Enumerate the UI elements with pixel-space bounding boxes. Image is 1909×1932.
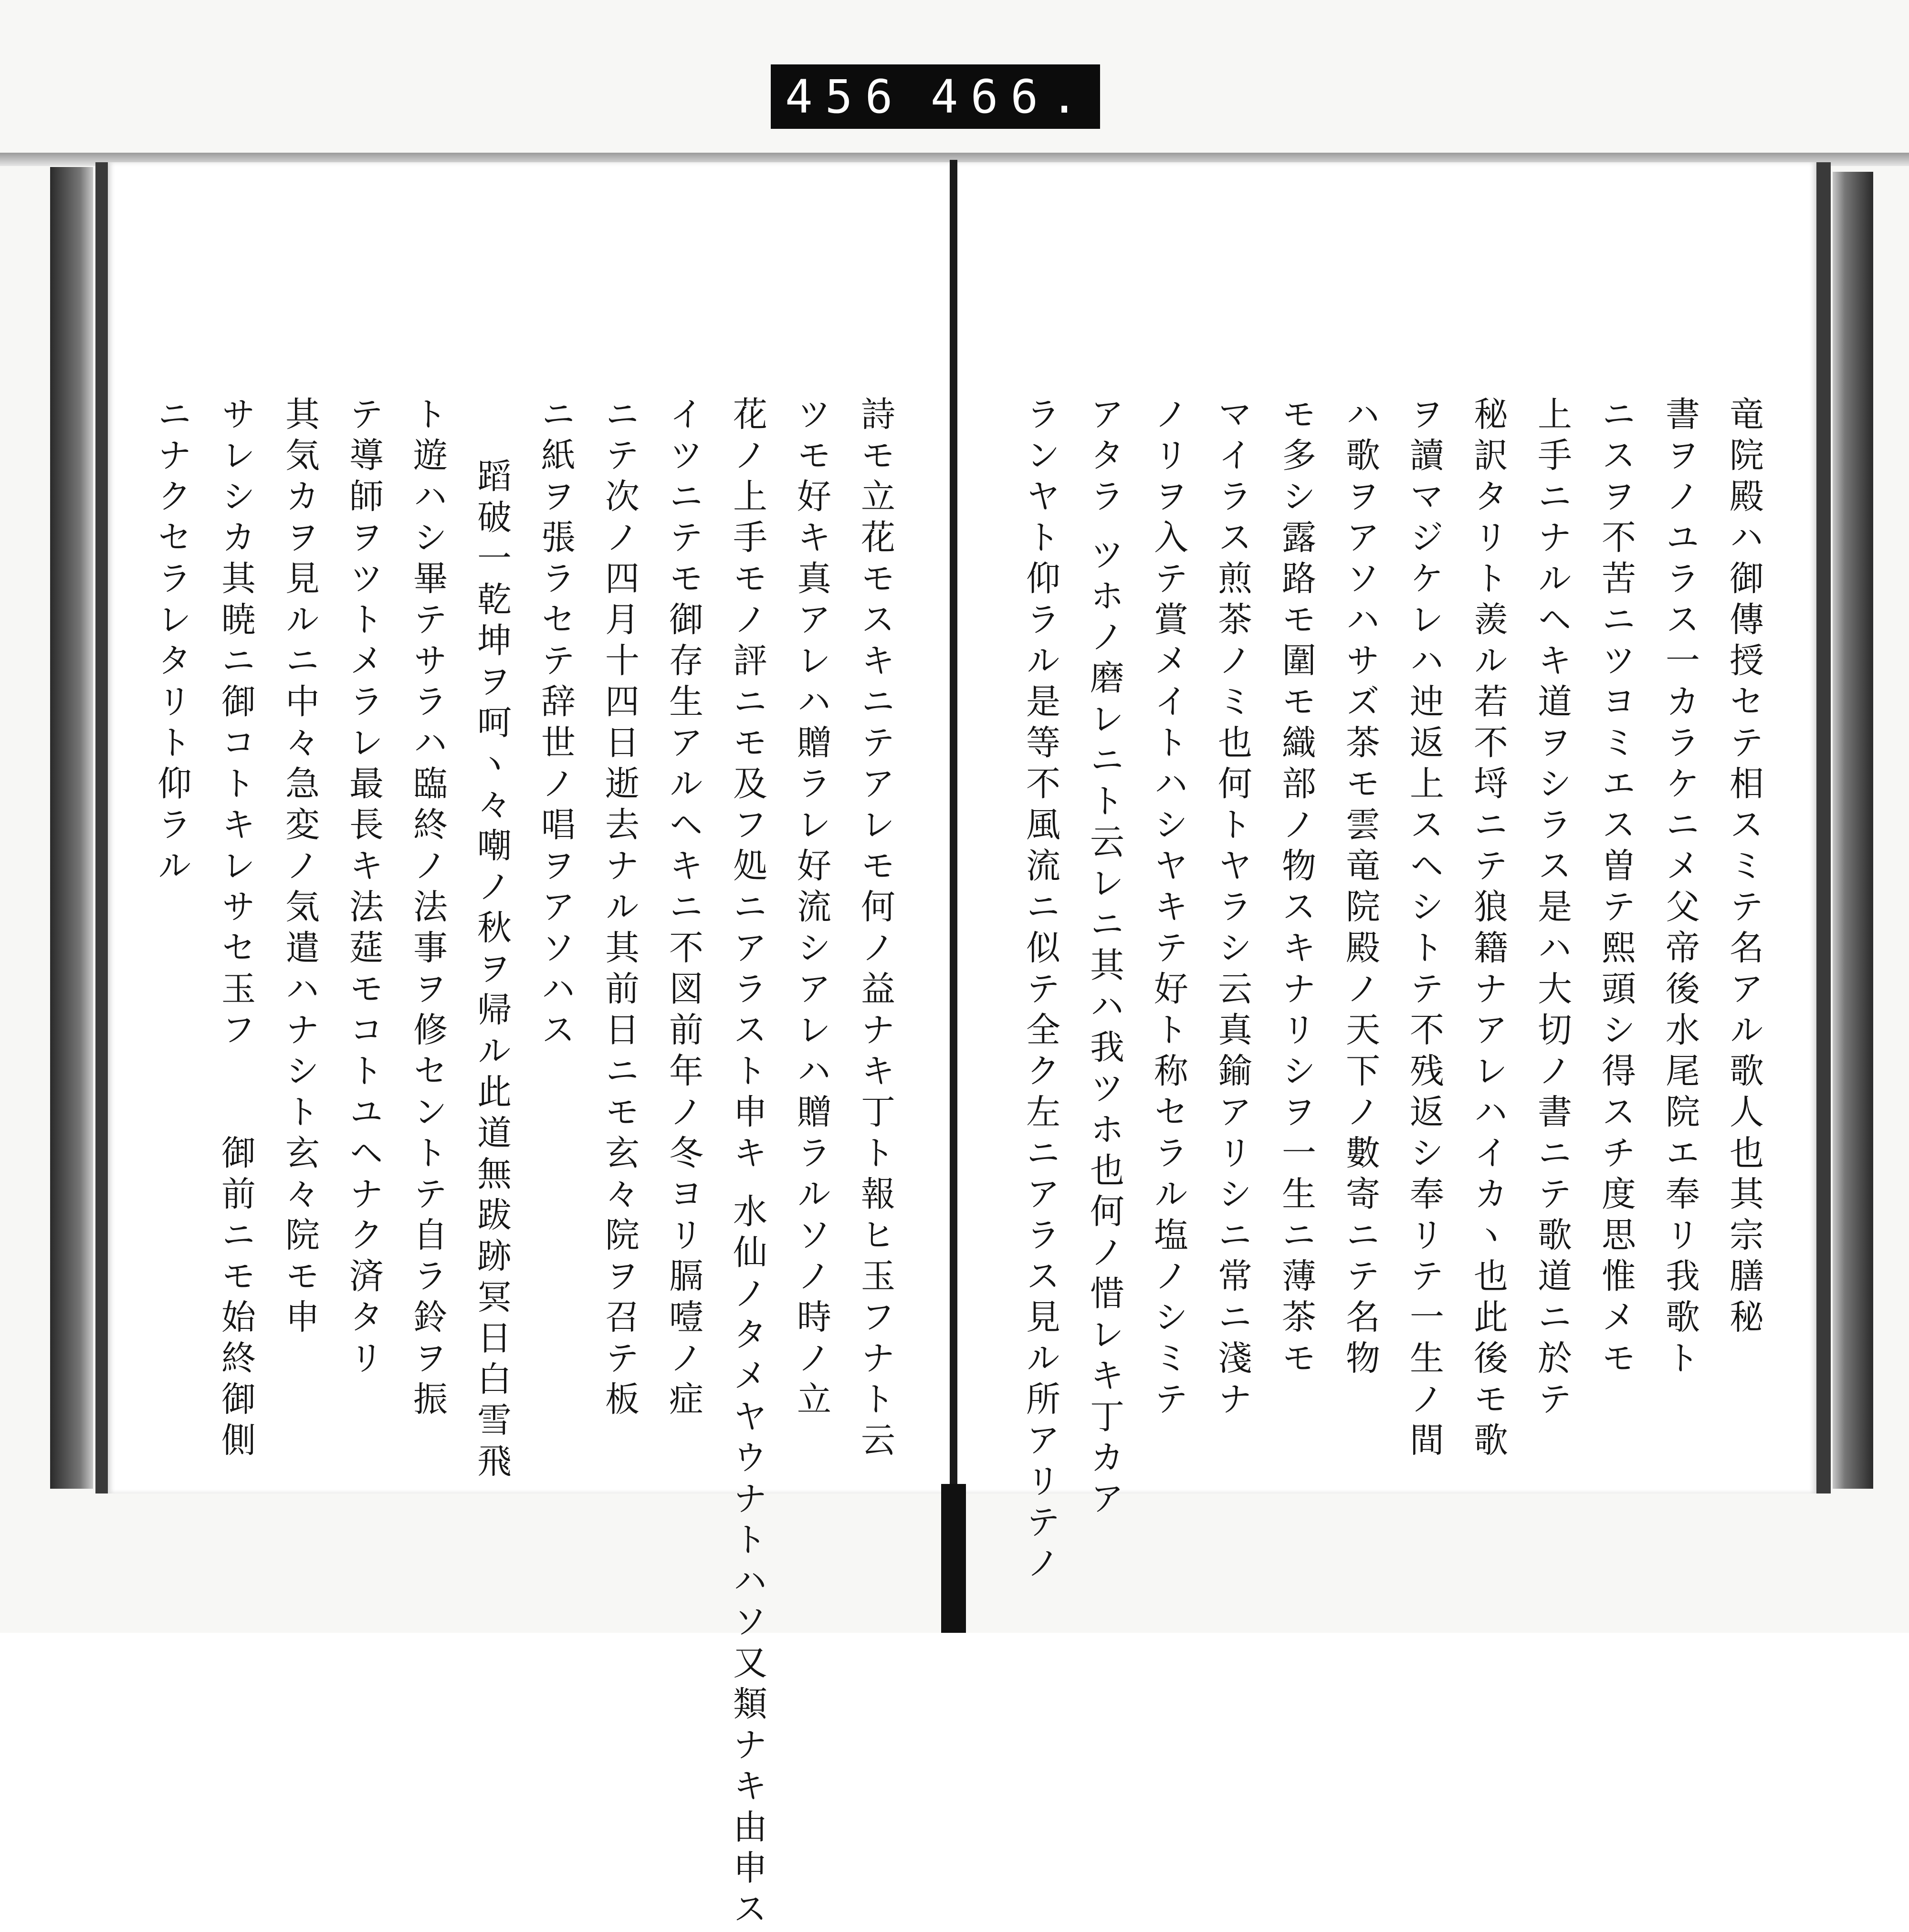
- right-frame-number: 466.: [930, 70, 1091, 124]
- text-column: ニテ次ノ四月十四日逝去ナル其前日ニモ玄々院ヲ召テ板: [599, 396, 640, 1422]
- text-column: ヲ讀マジケレハ迚返上スヘシトテ不残返シ奉リテ一生ノ間: [1404, 396, 1444, 1463]
- text-column: 書ヲノユラス一カラケニメ父帝後水尾院エ奉リ我歌ト: [1660, 396, 1700, 1381]
- poem-column: 蹈破一乾坤ヲ呵ヽ々嘲ノ秋ヲ帰ル此道無跋跡冥日白雪飛: [472, 458, 512, 1484]
- text-column: モ多シ露路モ圍モ織部ノ物スキナリシヲ一生ニ薄茶モ: [1276, 396, 1316, 1381]
- text-column: 詩モ立花モスキニテアレモ何ノ益ナキ丁ト報ヒ玉フナト云: [855, 396, 895, 1463]
- left-page-text: [138, 396, 895, 1932]
- text-column: ノリヲ入テ賞メイトハシヤキテ好ト称セラル塩ノシミテ: [1148, 396, 1188, 1422]
- text-column: ト遊ハシ畢テサラハ臨終ノ法事ヲ修セントテ自ラ鈴ヲ振: [408, 396, 448, 1422]
- text-column: 上手ニナルヘキ道ヲシラス是ハ大切ノ書ニテ歌道ニ於テ: [1532, 396, 1572, 1422]
- text-column: マイラス煎茶ノミ也何トヤラシ云真鍮アリシニ常ニ淺ナ: [1212, 396, 1252, 1422]
- frame-number-label: [771, 64, 1100, 129]
- right-page-stack-edge: [1833, 172, 1873, 1489]
- text-column: ニスヲ不苦ニツヨミエス曽テ熙頭シ得スチ度思惟メモ: [1596, 396, 1636, 1381]
- left-page-stack-edge: [50, 167, 93, 1489]
- text-column: サレシカ其暁ニ御コトキレサセ玉フ 御前ニモ始終御側: [216, 396, 256, 1463]
- text-column: 其気カヲ見ルニ中々急変ノ気遣ハナシト玄々院モ申: [280, 396, 320, 1340]
- left-frame-number: 456: [785, 70, 905, 124]
- text-column: ニナクセラレタリト仰ラル: [152, 396, 192, 888]
- text-column: 秘訳タリト羨ル若不埒ニテ狼籍ナアレハイカヽ也此後モ歌: [1468, 396, 1508, 1463]
- gutter-shadow: [941, 1484, 966, 1633]
- text-column: 花ノ上手モノ評ニモ及フ処ニアラスト申キ 水仙ノタメヤウナトハソ又類ナキ由申ス: [727, 396, 767, 1932]
- text-column: テ導師ヲツトメラレ最長キ法莚モコトユヘナク済タリ: [344, 396, 384, 1381]
- text-column: ツモ好キ真アレハ贈ラレ好流シアレハ贈ラルソノ時ノ立: [791, 396, 831, 1422]
- text-column: ハ歌ヲアソハサズ茶モ雲竜院殿ノ天下ノ數寄ニテ名物: [1340, 396, 1380, 1381]
- book-gutter: [950, 160, 957, 1633]
- right-page-text: [1007, 396, 1764, 1586]
- text-column: ランヤト仰ラル是等不風流ニ似テ全ク左ニアラス見ル所アリテノ: [1020, 396, 1060, 1586]
- text-column: イツニテモ御存生アルヘキニ不図前年ノ冬ヨリ膈噎ノ症: [663, 396, 703, 1422]
- text-column: ニ紙ヲ張ラセテ辞世ノ唱ヲアソハス: [535, 396, 576, 1053]
- text-column: 竜院殿ハ御傳授セテ相スミテ名アル歌人也其宗膳秘: [1724, 396, 1764, 1340]
- text-column: アタラ ツホノ磨レニト云レニ其ハ我ツホ也何ノ惜レキ丁カア: [1084, 396, 1124, 1522]
